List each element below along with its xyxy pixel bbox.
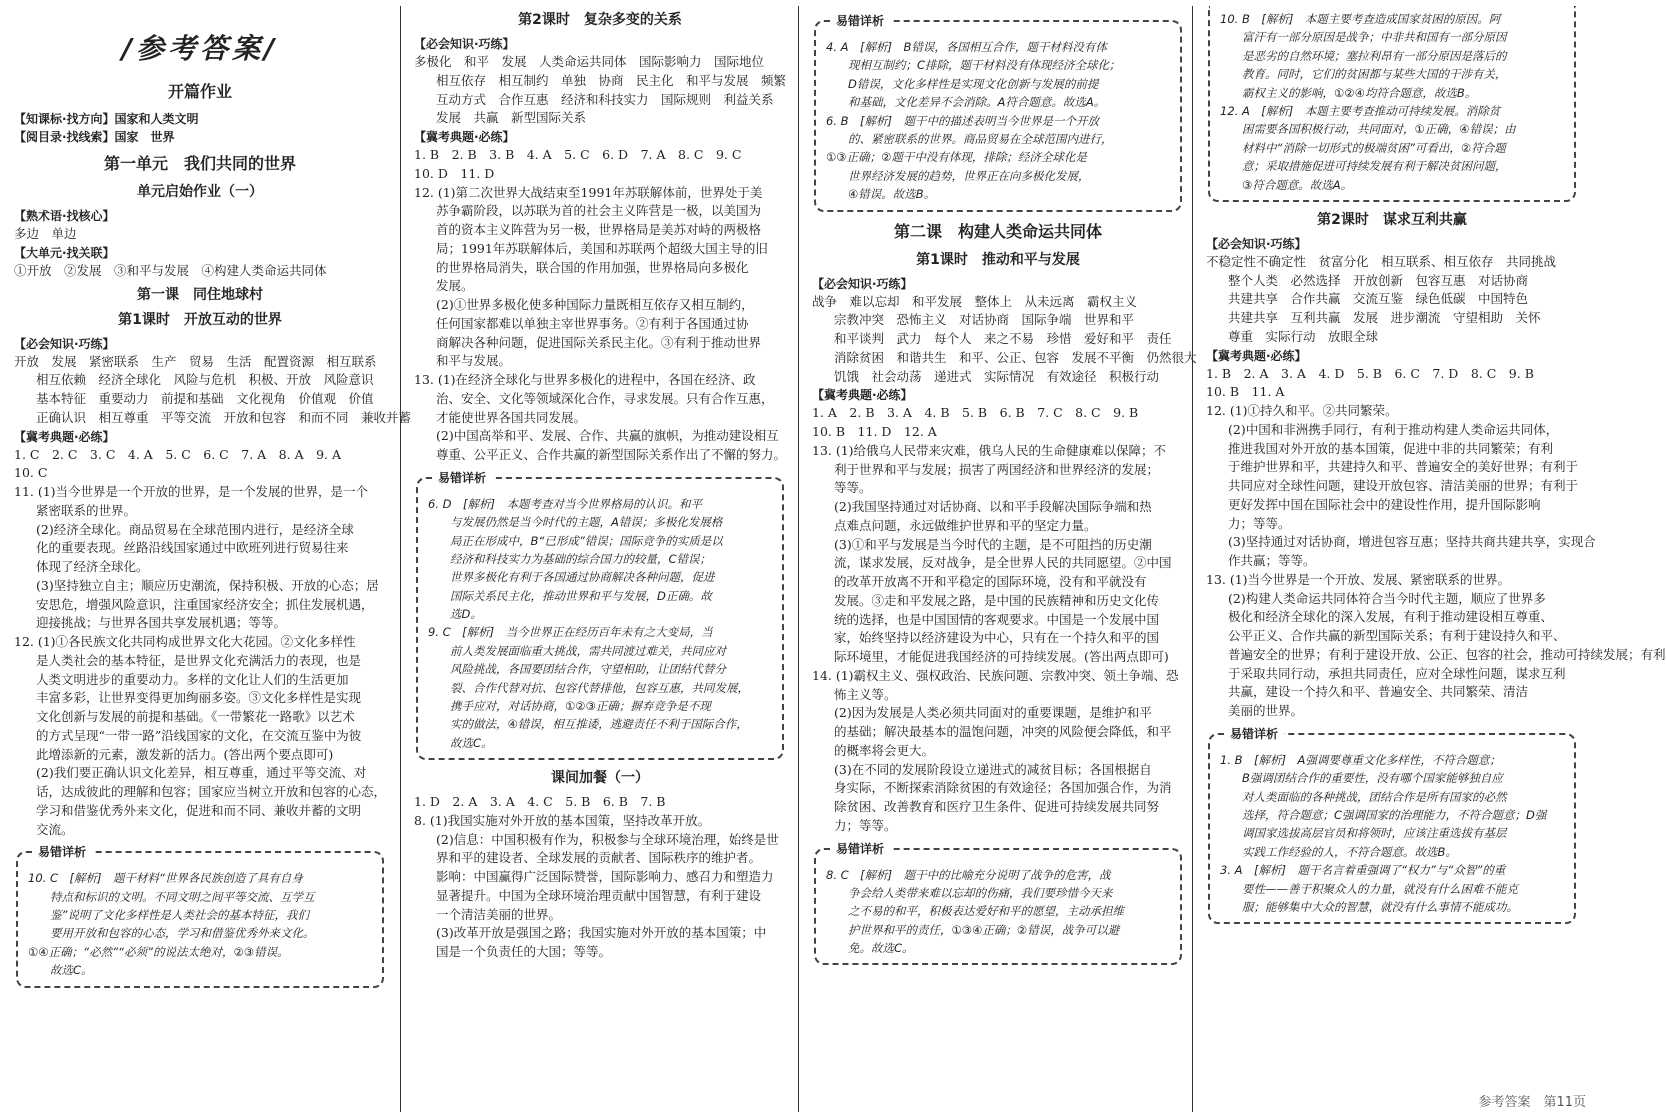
text-line: 10. B 11. A [1206, 384, 1285, 400]
text-line: 10. C [解析] 题干材料“世界各民族创造了具有自身 [28, 871, 303, 886]
page-banner: /参考答案/ [121, 32, 279, 65]
text-line: 【必会知识·巧练】 [1206, 236, 1307, 251]
open-section [14, 110, 386, 146]
column-4 [1200, 6, 1666, 932]
text-line: 基本特征 重要动力 前提和基础 文化视角 价值观 价值 [36, 391, 374, 406]
text-line: ④错误。故选B。 [848, 187, 936, 202]
text-line: 【冀考典题·必练】 [812, 388, 913, 403]
text-line: 【必会知识·巧练】 [414, 37, 515, 51]
text-line: 相互依存 相互制约 单独 协商 民主化 和平与发展 频繁 [436, 72, 787, 88]
heading-period: 第1课时 开放互动的世界 [118, 311, 282, 328]
text-line: ①开放 ②发展 ③和平与发展 ④构建人类命运共同体 [14, 262, 327, 278]
text-line: 饥饿 社会动荡 递进式 实际情况 有效途径 积极行动 [834, 368, 1160, 384]
text-line: 国是一个负责任的大国；等等。 [436, 944, 612, 960]
text-line: 宗教冲突 恐怖主义 对话协商 国际争端 世界和平 [834, 312, 1135, 328]
answers-body [1206, 235, 1666, 721]
text-line: 实的做法，④错误，相互推诿，逃避责任不利于国际合作， [450, 717, 748, 732]
text-line: 是人类社会的基本特征，是世界文化充满活力的表现，也是 [36, 652, 362, 668]
text-line: 家，始终坚持以经济建设为中心，只有在一个持久和平的国 [834, 630, 1160, 646]
text-line: 首的资本主义阵营为另一极，世界格局是美苏对峙的两极格 [436, 222, 762, 237]
text-line: 发展 共赢 新型国际关系 [436, 110, 587, 126]
heading-lesson: 第二课 构建人类命运共同体 [893, 221, 1102, 241]
heading-period: 第2课时 谋求互利共赢 [1317, 211, 1467, 228]
text-line: 调国家选拔高层官员和将领时，应该注重选拔有基层 [1242, 826, 1507, 841]
heading-extra: 课间加餐（一） [551, 770, 649, 787]
answers-body [14, 335, 412, 840]
text-line: 力；等等。 [834, 817, 897, 833]
text-line: 的世界格局消失，联合国的作用加强，世界格局向多极化 [436, 259, 749, 275]
start-section [14, 207, 386, 281]
box-title: 易错详析 [830, 12, 890, 31]
text-line: 经济和科技实力为基础的综合国力的较量，C错误； [450, 551, 712, 566]
text-line: 人类文明进步的重要动力。多样的文化让人们的生活更加 [36, 671, 349, 687]
text-line: 更好发挥中国在国际社会中的建设性作用，提升国际影响 [1228, 496, 1541, 512]
text-line: 14. (1)霸权主义、强权政治、民族问题、宗教冲突、领土争端、恐 [812, 667, 1179, 683]
text-line: 紧密联系的世界。 [36, 502, 137, 518]
heading-lesson: 第一课 同住地球村 [137, 286, 263, 303]
text-line: 10. D 11. D [414, 165, 495, 181]
heading-unit: 第一单元 我们共同的世界 [103, 154, 296, 173]
text-line: 流，谋求发展，反对战争，是全世界人民的共同愿望。②中国 [834, 555, 1172, 571]
text-line: 3. A [解析] 题干名言着重强调了“权力”与“众智”的重 [1220, 863, 1506, 878]
text-line: 10. C [14, 465, 48, 481]
text-line: 战争 难以忘却 和平发展 整体上 从未远离 霸权主义 [812, 293, 1138, 309]
text-line: 教育。同时，它们的贫困都与某些大国的干涉有关， [1242, 67, 1507, 82]
text-line: 苏争霸阶段，以苏联为首的社会主义阵营是一极，以美国为 [436, 203, 762, 219]
heading-period: 第2课时 复杂多变的关系 [518, 12, 682, 28]
text-line: 【大单元·找关联】 [14, 245, 115, 260]
text-line: 利于世界和平与发展；损害了两国经济和世界经济的发展； [834, 461, 1160, 477]
text-line: 显著提升。中国为全球环境治理贡献中国智慧，有利于建设 [436, 887, 762, 903]
text-line: 文化创新与发展的前提和基础。《一带繁花一路歌》以艺术 [36, 709, 355, 724]
text-line: 6. B [解析] 题干中的描述表明当今世界是一个开放 [826, 113, 1099, 128]
text-line: 治、安全、文化等领域深化合作，寻求发展。只有合作互惠， [436, 390, 774, 406]
text-line: 推进我国对外开放的基本国策，促进中非的共同繁荣；有利 [1228, 440, 1554, 456]
error-analysis-box [814, 841, 1182, 966]
text-line: 鉴”说明了文化多样性是人类社会的基本特征，我们 [50, 908, 309, 923]
text-line: 的方式呈现“一带一路”沿线国家的文化，在交流互鉴中为彼 [36, 727, 362, 743]
text-line: 9. C [解析] 当今世界正在经历百年未有之大变局，当 [428, 625, 713, 640]
box-title: 易错详析 [32, 843, 92, 862]
text-line: D错误，文化多样性是实现文化创新与发展的前提 [848, 76, 1099, 91]
text-line: 统的选择，也是中国国情的客观要求。中国是一个发展中国 [834, 611, 1160, 627]
column-3 [806, 6, 1197, 973]
error-analysis-box [416, 470, 784, 760]
text-line: 要性——善于积聚众人的力量，就没有什么困难不能克 [1242, 881, 1518, 896]
text-line: 1. B [解析] A强调要尊重文化多样性，不符合题意； [1220, 752, 1501, 767]
text-line: (2)构建人类命运共同体符合当今时代主题，顺应了世界多 [1228, 590, 1546, 606]
text-line: 和平谈判 武力 每个人 来之不易 珍惜 爱好和平 责任 [834, 331, 1172, 347]
text-line: 12. (1)第二次世界大战结束至1991年苏联解体前，世界处于美 [414, 184, 763, 200]
text-line: 此增添新的元素，激发新的活力。(答出两个要点即可) [36, 746, 334, 762]
text-line: 学习和借鉴优秀外来文化，促进和而不同、兼收并蓄的文明 [36, 802, 362, 818]
text-line: 【冀考典题·必练】 [414, 130, 515, 144]
text-line: 【熟术语·找核心】 [14, 209, 115, 223]
page-number: 参考答案 第11页 [1478, 1094, 1586, 1110]
text-line: 共赢，建设一个持久和平、普遍安全、共同繁荣、清洁 [1228, 684, 1529, 700]
text-line: 安思危，增强风险意识，注重国家经济安全；抓住发展机遇， [36, 596, 374, 612]
text-line: 与发展仍然是当今时代的主题，A错误；多极化发展格 [450, 515, 723, 530]
text-line: (2)因为发展是人类必须共同面对的重要课题，是维护和平 [834, 705, 1152, 721]
text-line: 风险挑战，各国要团结合作，守望相助，让团结代替分 [450, 662, 726, 677]
text-line: 免。故选C。 [848, 941, 914, 956]
text-line: 互动方式 合作互惠 经济和科技实力 国际规则 利益关系 [436, 91, 774, 107]
text-line: 相互依赖 经济全球化 风险与危机 积极、开放 风险意识 [36, 372, 374, 388]
text-line: 10. B 11. D 12. A [812, 424, 937, 440]
text-line: 裂、合作代替对抗、包容代替排他，包容互惠，共同发展， [450, 680, 749, 695]
text-line: 国际关系民主化，推动世界和平与发展，D正确。故 [450, 588, 712, 603]
column-2 [408, 6, 792, 962]
text-line: 任何国家都难以单独主宰世界事务。②有利于各国通过协 [436, 315, 749, 331]
text-line: (2)中国高举和平、发展、合作、共赢的旗帜，为推动建设相互 [436, 428, 779, 444]
text-line: 普遍安全的世界；有利于建设开放、公正、包容的社会，推动可持续发展；有利 [1228, 646, 1666, 662]
text-line: 共建共享 合作共赢 交流互鉴 绿色低碳 中国特色 [1228, 291, 1529, 307]
text-line: B强调团结合作的重要性，没有哪个国家能够独自应 [1242, 771, 1503, 786]
text-line: 13. (1)当今世界是一个开放、发展、紧密联系的世界。 [1206, 571, 1511, 587]
text-line: 1. A 2. B 3. A 4. B 5. B 6. B 7. C 8. C 9. B [812, 405, 1139, 421]
text-line: ③符合题意。故选A。 [1242, 177, 1353, 192]
text-line: (3)①和平与发展是当今时代的主题，是不可阻挡的历史潮 [834, 536, 1152, 552]
text-line: 特点和标识的文明。不同文明之间平等交流、互学互 [50, 889, 315, 904]
text-line: (2)中国和非洲携手同行，有利于推动构建人类命运共同体， [1228, 421, 1559, 437]
text-line: 【阅目录·找线索】国家 世界 [14, 130, 175, 144]
text-line: ①④正确；“必然”“必须”的说法太绝对，②③错误。 [28, 944, 289, 959]
text-line: (2)信息：中国积极有作为，积极参与全球环境治理，始终是世 [436, 831, 779, 847]
text-line: 1. B 2. A 3. A 4. D 5. B 6. C 7. D 8. C 9. B [1206, 365, 1534, 381]
text-line: 和基础，文化差异不会消除。A符合题意。故选A。 [848, 95, 1106, 110]
text-line: 4. A [解析] B错误，各国相互合作，题干材料没有体 [826, 40, 1107, 54]
text-line: 于维护世界和平，共建持久和平、普遍安全的美好世界；有利于 [1228, 459, 1579, 475]
text-line: 一个清洁美丽的世界。 [436, 906, 562, 922]
text-line: 的基础；解决最基本的温饱问题，冲突的风险便会降低，和平 [834, 724, 1172, 740]
text-line: 交流。 [36, 821, 74, 837]
text-line: 商解决各种问题，促进国际关系民主化。③有利于推动世界 [436, 334, 762, 350]
text-line: 8. (1)我国实施对外开放的基本国策，坚持改革开放。 [414, 812, 711, 828]
text-line: 发展。③走和平发展之路，是中国的民族精神和历史文化传 [834, 592, 1160, 608]
text-line: 作共赢；等等。 [1228, 553, 1316, 569]
text-line: 的、紧密联系的世界。商品贸易在全球范围内进行， [848, 131, 1113, 146]
text-line: 等等。 [834, 480, 872, 496]
text-line: 10. B [解析] 本题主要考查造成国家贫困的原因。阿 [1220, 12, 1501, 26]
text-line: 力；等等。 [1228, 515, 1291, 531]
error-analysis-box [1208, 726, 1576, 925]
text-line: 世界多极化有利于各国通过协商解决各种问题，促进 [450, 570, 715, 585]
text-line: 服；能够集中大众的智慧，就没有什么事情不能成功。 [1242, 900, 1518, 915]
text-line: (2)经济全球化。商品贸易在全球范围内进行，是经济全球 [36, 521, 354, 537]
answers-body [414, 35, 786, 465]
text-line: 1. C 2. C 3. C 4. A 5. C 6. C 7. A 8. A 9. A [14, 446, 342, 462]
text-line: 选D。 [450, 607, 482, 622]
text-line: 怖主义等。 [834, 686, 897, 702]
text-line: (3)在不同的发展阶段设立递进式的减贫目标；各国根据自 [834, 761, 1152, 777]
text-line: 【知课标·找方向】国家和人类文明 [14, 112, 199, 126]
text-line: 丰富多彩，让世界变得更加绚丽多姿。③文化多样性是实现 [36, 690, 362, 706]
text-line: 12. (1)①各民族文化共同构成世界文化大花园。②文化多样性 [14, 634, 356, 649]
text-line: 13. (1)在经济全球化与世界多极化的进程中，各国在经济、政 [414, 372, 756, 387]
text-line: 多极化 和平 发展 人类命运共同体 国际影响力 国际地位 [414, 54, 765, 69]
text-line: 【冀考典题·必练】 [14, 429, 115, 444]
error-analysis-box [814, 14, 1182, 212]
box-title: 易错详析 [1224, 725, 1284, 744]
text-line: 影响：中国赢得广泛国际赞誉，国际影响力、感召力和塑造力 [436, 869, 774, 885]
text-line: 困需要各国积极行动，共同面对，①正确，④错误；由 [1242, 122, 1516, 137]
box-title: 易错详析 [432, 469, 492, 488]
text-line: 身实际，不断探索消除贫困的有效途径；各国加强合作，为消 [834, 780, 1172, 796]
text-line: 局；1991年苏联解体后，美国和苏联两个超级大国主导的旧 [436, 240, 768, 256]
text-line: 前人类发展面临重大挑战，需共同渡过难关，共同应对 [450, 643, 726, 658]
text-line: (2)我国坚持通过对话协商、以和平手段解决国际争端和热 [834, 499, 1152, 515]
text-line: 12. (1)①持久和平。②共同繁荣。 [1206, 403, 1398, 419]
text-line: 意；采取措施促进可持续发展有利于解决贫困问题， [1242, 159, 1507, 174]
text-line: 整个人类 必然选择 开放创新 包容互惠 对话协商 [1228, 272, 1529, 288]
extra-body [414, 793, 786, 962]
text-line: 公平正义、合作共赢的新型国际关系；有利于建设持久和平、 [1228, 628, 1566, 644]
text-line: 是恶劣的自然环境；塞拉利昂有一部分原因是落后的 [1242, 48, 1507, 63]
text-line: 故选C。 [450, 735, 493, 750]
text-line: 13. (1)给俄乌人民带来灾难，俄乌人民的生命健康难以保障；不 [812, 442, 1167, 458]
text-line: (3)坚持通过对话协商，增进包容互惠；坚持共商共建共享，实现合 [1228, 534, 1596, 550]
text-line: 尊重、公平正义、合作共赢的新型国际关系作出了不懈的努力。 [436, 447, 787, 462]
text-line: 世界经济发展的趋势，世界正在向多极化发展， [848, 168, 1090, 183]
text-line: (3)改革开放是强国之路；我国实施对外开放的基本国策；中 [436, 925, 767, 941]
text-line: 才能使世界各国共同发展。 [436, 409, 587, 425]
text-line: 于采取共同行动，承担共同责任，应对全球性问题，谋求互利 [1228, 665, 1566, 681]
text-line: 极化和经济全球化的深入发展，有利于推动建设相互尊重、 [1228, 609, 1554, 625]
text-line: 霸权主义的影响，①②④均符合题意，故选B。 [1242, 85, 1477, 100]
text-line: 发展。 [436, 278, 474, 294]
text-line: 要用开放和包容的心态，学习和借鉴优秀外来文化。 [50, 926, 315, 941]
text-line: 携手应对，对话协商，①②③正确；摒弃竞争是不现 [450, 699, 711, 714]
text-line: 尊重 实际行动 放眼全球 [1228, 328, 1379, 344]
box-title: 易错详析 [830, 840, 890, 859]
heading-period: 第1课时 推动和平与发展 [916, 251, 1080, 268]
answers-body [812, 275, 1197, 836]
text-line: 不稳定性不确定性 贫富分化 相互联系、相互依存 共同挑战 [1206, 253, 1557, 269]
text-line: 【必会知识·巧练】 [14, 336, 115, 351]
text-line: 共同应对全球性问题，建设开放包容、清洁美丽的世界；有利于 [1228, 478, 1579, 494]
text-line: 【必会知识·巧练】 [812, 276, 913, 291]
text-line: 美丽的世界。 [1228, 703, 1304, 719]
text-line: (3)坚持独立自主；顺应历史潮流，保持积极、开放的心态；居 [36, 577, 379, 593]
text-line: 的概率将会更大。 [834, 742, 935, 758]
error-analysis-box-continued [1208, 6, 1576, 202]
text-line: 材料中“消除一切形式的极端贫困”可看出，②符合题 [1242, 140, 1506, 155]
text-line: 化的重要表现。丝路沿线国家通过中欧班列进行贸易往来 [36, 540, 349, 556]
text-line: 多边 单边 [14, 226, 77, 241]
text-line: 【冀考典题·必练】 [1206, 348, 1307, 363]
text-line: 迎接挑战；与世界各国共享发展机遇；等等。 [36, 615, 287, 631]
text-line: 际环境里，才能促进我国经济的可持续发展。(答出两点即可) [834, 649, 1169, 665]
text-line: 11. (1)当今世界是一个开放的世界，是一个发展的世界，是一个 [14, 484, 369, 499]
text-line: 体现了经济全球化。 [36, 559, 149, 574]
text-line: 界和平的建设者、全球发展的贡献者、国际秩序的维护者。 [436, 850, 762, 866]
heading-start: 单元启始作业（一） [137, 184, 263, 200]
text-line: 和平与发展。 [436, 353, 512, 369]
text-line: 点难点问题，永远做维护世界和平的坚定力量。 [834, 517, 1097, 533]
error-analysis-box [16, 845, 384, 987]
column-1 [8, 6, 412, 996]
text-line: 故选C。 [50, 963, 93, 978]
text-line: 之不易的和平，积极表达爱好和平的愿望，主动承担维 [848, 904, 1124, 919]
text-line: 1. B 2. B 3. B 4. A 5. C 6. D 7. A 8. C 9. C [414, 147, 742, 162]
text-line: (2)我们要正确认识文化差异，相互尊重，通过平等交流、对 [36, 765, 367, 781]
text-line: 护世界和平的责任，①③④正确；②错误，战争可以避 [848, 922, 1120, 937]
text-line: 选择，符合题意；C强调国家的治理能力，不符合题意；D强 [1242, 808, 1547, 823]
text-line: 争会给人类带来难以忘却的伤痛，我们要珍惜今天来 [848, 885, 1113, 900]
text-line: 现相互制约；C排除，题干材料没有体现经济全球化； [848, 58, 1121, 73]
text-line: 开放 发展 紧密联系 生产 贸易 生活 配置资源 相互联系 [14, 353, 377, 369]
heading-open: 开篇作业 [167, 82, 232, 101]
text-line: 消除贫困 和谐共生 和平、公正、包容 发展不平衡 仍然很大 [834, 349, 1197, 365]
text-line: 局正在形成中，B“已形成”错误；国际竞争的实质是以 [450, 533, 723, 548]
text-line: 实践工作经验的人，不符合题意。故选B。 [1242, 844, 1457, 859]
text-line: (2)①世界多极化使多种国际力量既相互依存又相互制约， [436, 297, 754, 312]
text-line: 共建共享 互利共赢 发展 进步潮流 守望相助 关怀 [1228, 310, 1541, 326]
text-line: 6. D [解析] 本题考查对当今世界格局的认识。和平 [428, 496, 702, 511]
text-line: ①③正确；②题干中没有体现，排除；经济全球化是 [826, 150, 1087, 165]
text-line: 正确认识 相互尊重 平等交流 开放和包容 和而不同 兼收并蓄 [36, 409, 412, 425]
text-line: 的改革开放离不开和平稳定的国际环境，没有和平就没有 [834, 574, 1147, 590]
text-line: 富汗有一部分原因是战争；中非共和国有一部分原因 [1242, 30, 1507, 45]
text-line: 对人类面临的各种挑战，团结合作是所有国家的必然 [1242, 789, 1507, 804]
text-line: 除贫困、改善教育和医疗卫生条件、促进可持续发展共同努 [834, 799, 1160, 815]
text-line: 1. D 2. A 3. A 4. C 5. B 6. B 7. B [414, 794, 666, 810]
text-line: 8. C [解析] 题干中的比喻充分说明了战争的危害，战 [826, 867, 1111, 882]
text-line: 12. A [解析] 本题主要考查推动可持续发展。消除贫 [1220, 103, 1501, 118]
text-line: 话，达成彼此的理解和包容；国家应当树立开放和包容的心态， [36, 784, 387, 799]
